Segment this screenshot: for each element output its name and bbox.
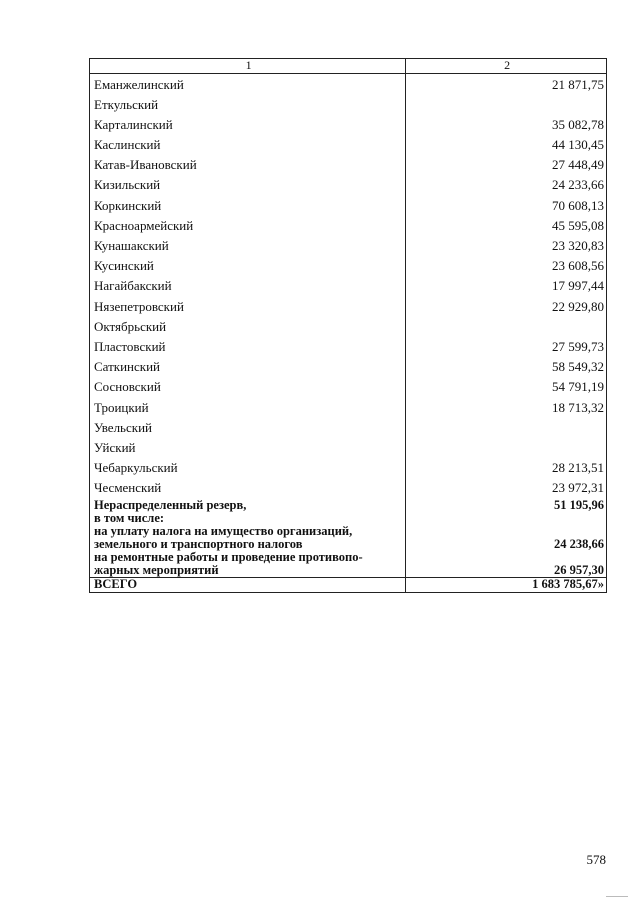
district-name: Еткульский [90, 94, 406, 114]
district-name: Октябрьский [90, 316, 406, 336]
total-value: 1 683 785,67» [406, 578, 607, 593]
total-label: ВСЕГО [90, 578, 406, 593]
district-name: Нязепетровский [90, 296, 406, 316]
reserve-value: 24 238,66 [554, 537, 604, 552]
table-row [90, 356, 607, 376]
table-row [90, 417, 607, 437]
table-row [90, 275, 607, 295]
district-name: Чесменский [90, 477, 406, 497]
table-row [90, 255, 607, 275]
table-row [90, 235, 607, 255]
table-row [90, 296, 607, 316]
reserve-line: Нераспределенный резерв, [94, 498, 247, 513]
district-name: Саткинский [90, 356, 406, 376]
budget-table [89, 58, 607, 593]
table-row [90, 174, 607, 194]
reserve-value: 26 957,30 [554, 563, 604, 578]
district-name: Кунашакский [90, 235, 406, 255]
district-value [406, 94, 607, 114]
reserve-line: земельного и транспортного налогов [94, 537, 303, 552]
district-value: 35 082,78 [406, 114, 607, 134]
district-name: Карталинский [90, 114, 406, 134]
district-value: 27 448,49 [406, 154, 607, 174]
district-value [406, 437, 607, 457]
table-row [90, 195, 607, 215]
district-name: Коркинский [90, 195, 406, 215]
district-value: 27 599,73 [406, 336, 607, 356]
district-value [406, 417, 607, 437]
district-value: 58 549,32 [406, 356, 607, 376]
reserve-values [406, 497, 607, 578]
district-name: Каслинский [90, 134, 406, 154]
table-row [90, 316, 607, 336]
district-name: Увельский [90, 417, 406, 437]
district-name: Красноармейский [90, 215, 406, 235]
reserve-line: жарных мероприятий [94, 563, 219, 578]
district-name: Кизильский [90, 174, 406, 194]
table-row [90, 376, 607, 396]
reserve-line: в том числе: [94, 511, 165, 526]
table-row [90, 477, 607, 497]
district-value: 54 791,19 [406, 376, 607, 396]
column-header-2: 2 [406, 59, 607, 74]
reserve-line: на уплату налога на имущество организаций, [94, 524, 353, 539]
district-name: Еманжелинский [90, 74, 406, 94]
table-row [90, 154, 607, 174]
district-value: 21 871,75 [406, 74, 607, 94]
table-row [90, 114, 607, 134]
district-name: Пластовский [90, 336, 406, 356]
district-name: Сосновский [90, 376, 406, 396]
table-row [90, 457, 607, 477]
district-value: 23 320,83 [406, 235, 607, 255]
table-row [90, 437, 607, 457]
district-value: 22 929,80 [406, 296, 607, 316]
district-value [406, 316, 607, 336]
district-value: 23 972,31 [406, 477, 607, 497]
district-value: 28 213,51 [406, 457, 607, 477]
table-header-row [90, 59, 607, 74]
district-value: 24 233,66 [406, 174, 607, 194]
district-name: Кусинский [90, 255, 406, 275]
table-row [90, 134, 607, 154]
reserve-description [90, 497, 406, 578]
table-row [90, 336, 607, 356]
reserve-row [90, 497, 607, 578]
district-name: Катав-Ивановский [90, 154, 406, 174]
district-value: 23 608,56 [406, 255, 607, 275]
column-header-1: 1 [90, 59, 406, 74]
district-name: Нагайбакский [90, 275, 406, 295]
district-name: Троицкий [90, 397, 406, 417]
district-value: 44 130,45 [406, 134, 607, 154]
table-row [90, 397, 607, 417]
table-row [90, 215, 607, 235]
district-name: Чебаркульский [90, 457, 406, 477]
district-value: 70 608,13 [406, 195, 607, 215]
total-row [90, 578, 607, 593]
reserve-line: на ремонтные работы и проведение противопо- [94, 550, 363, 565]
table-row [90, 94, 607, 114]
table-row [90, 74, 607, 94]
page-number: 578 [586, 852, 606, 867]
district-value: 45 595,08 [406, 215, 607, 235]
district-value: 17 997,44 [406, 275, 607, 295]
scan-edge-mark [606, 896, 628, 897]
reserve-value [410, 512, 604, 525]
reserve-value: 51 195,96 [554, 498, 604, 513]
district-name: Уйский [90, 437, 406, 457]
district-value: 18 713,32 [406, 397, 607, 417]
